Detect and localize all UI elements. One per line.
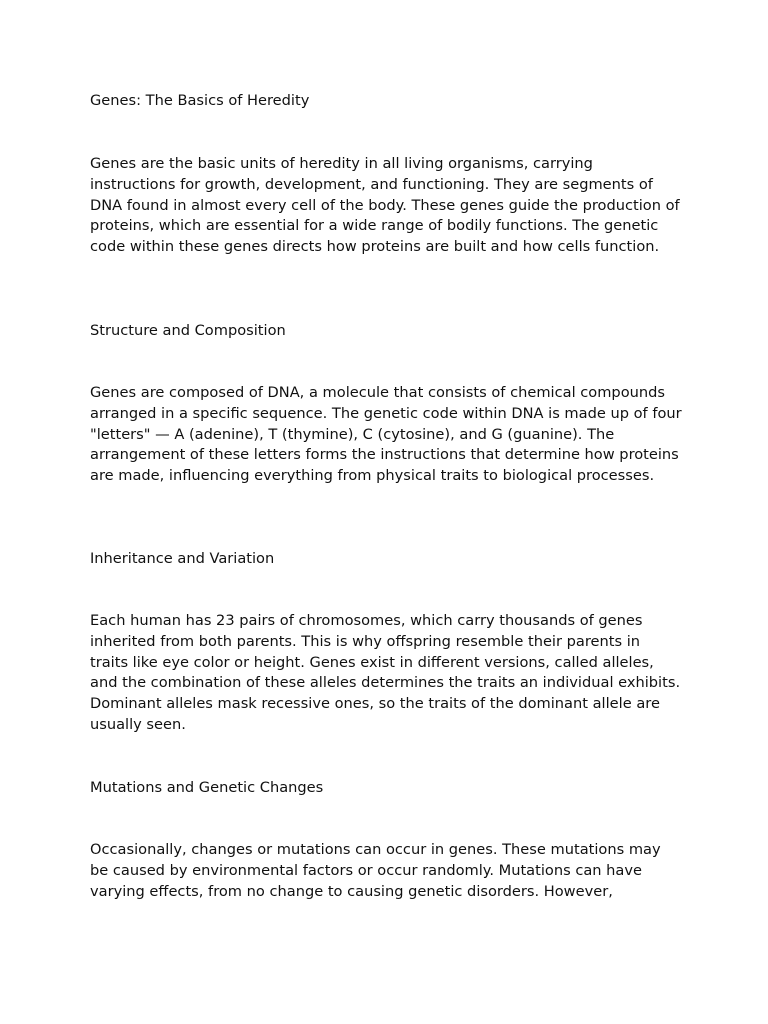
paragraph-mutations: Occasionally, changes or mutations can occur in genes. These mutations may be caused by environmental factors or occur randomly. Mutations can have varying effects, from no change to causing genetic disorders. However, (90, 841, 661, 900)
paragraph-inheritance: Each human has 23 pairs of chromosomes, which carry thousands of genes inherited from both parents. This is why offspring resemble their parents in traits like eye color or height. Genes exist in different versions, called alleles, and the combination of these alleles determines the traits an individual exhibits. Dominant alleles mask recessive ones, so the traits of the dominant allele are usually seen. (90, 612, 681, 733)
section-heading-inheritance: Inheritance and Variation (90, 550, 275, 567)
paragraph-introduction: Genes are the basic units of heredity in all living organisms, carrying instructions for growth, development, and functioning. They are segments of DNA found in almost every cell of the body. These genes guide the production of proteins, which are essential for a wide range of bodily functions. The genetic code within these genes directs how proteins are built and how cells function. (90, 155, 680, 256)
document-title: Genes: The Basics of Heredity (90, 92, 310, 109)
section-heading-structure: Structure and Composition (90, 322, 286, 339)
section-heading-mutations: Mutations and Genetic Changes (90, 779, 324, 796)
paragraph-structure: Genes are composed of DNA, a molecule that consists of chemical compounds arranged in a specific sequence. The genetic code within DNA is made up of four "letters" — A (adenine), T (thymine), C (cytosine), and G (guanine). The arrangement of these letters forms the instructions that determine how proteins are made, influencing everything from physical traits to biological processes. (90, 384, 682, 485)
